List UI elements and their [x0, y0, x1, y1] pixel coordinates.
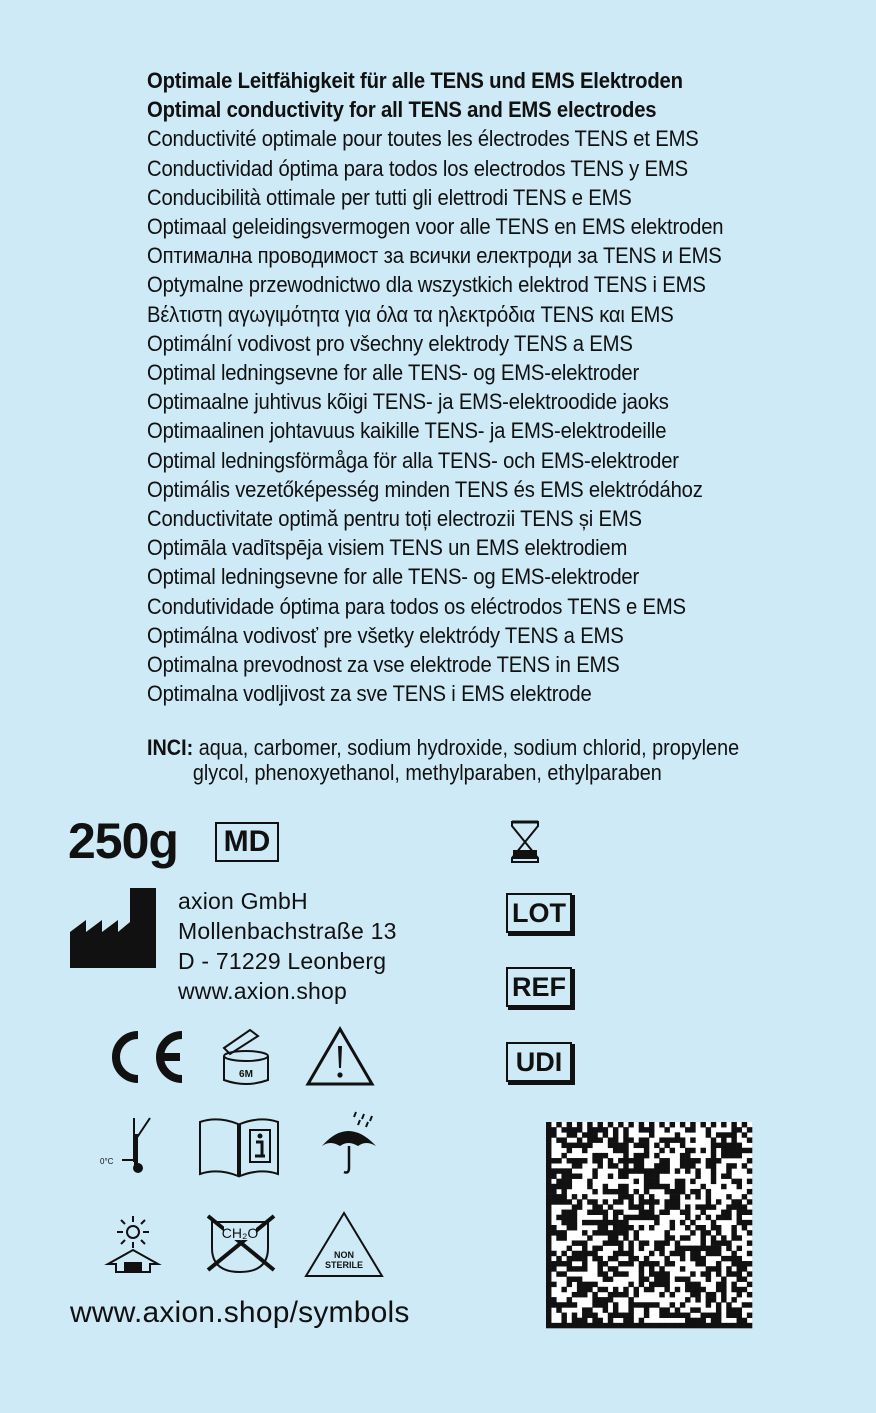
temp-label: 0°C: [100, 1157, 114, 1166]
claim-line: Conducibilità ottimale per tutti gli elettrodi TENS e EMS: [147, 184, 632, 210]
claim-line: Optimale Leitfähigkeit für alle TENS und EMS Elektroden: [147, 68, 683, 93]
claim-line: Condutividade óptima para todos os eléctrodos TENS e EMS: [147, 593, 686, 619]
keep-dry-icon: [320, 1110, 380, 1176]
ch2o-label: CH₂O: [221, 1225, 259, 1241]
claim-line: Conductividad óptima para todos los electrodos TENS y EMS: [147, 155, 688, 181]
claim-line: Conductivité optimale pour toutes les électrodes TENS et EMS: [147, 126, 699, 152]
inci-text-line2: glycol, phenoxyethanol, methylparaben, ethylparaben: [192, 760, 662, 785]
datamatrix-code: [546, 1122, 752, 1328]
manufacturer-website: www.axion.shop: [178, 978, 347, 1004]
sterile-label: STERILE: [324, 1260, 364, 1270]
manufacturer-city: D - 71229 Leonberg: [178, 948, 387, 974]
instructions-icon: [198, 1116, 280, 1178]
claim-line: Optimal ledningsförmåga för alla TENS- och EMS-elektroder: [147, 447, 679, 473]
claim-line: Optimalna prevodnost za vse elektrode TENS in EMS: [147, 652, 620, 678]
manufacturer-name: axion GmbH: [178, 888, 308, 914]
claim-line: Optimaalne juhtivus kõigi TENS- ja EMS-elektroodide jaoks: [147, 389, 669, 415]
claim-line: Optimálna vodivosť pre všetky elektródy TENS a EMS: [147, 622, 624, 648]
inci-text-line1: aqua, carbomer, sodium hydroxide, sodium chlorid, propylene: [193, 735, 740, 760]
claim-line: Optimal ledningsevne for alle TENS- og EMS-elektroder: [147, 564, 640, 590]
claim-line: Βέλτιστη αγωγιμότητα για όλα τα ηλεκτρόδια TENS και EMS: [147, 301, 674, 327]
claim-line: Optimális vezetőképesség minden TENS és EMS elektródához: [147, 476, 703, 502]
manufacturer-address: [178, 886, 397, 1006]
claim-line: Optimaalinen johtavuus kaikille TENS- ja EMS-elektrodeille: [147, 418, 667, 444]
pao-label: 6M: [239, 1069, 253, 1080]
claim-line: Optymalne przewodnictwo dla wszystkich elektrod TENS i EMS: [147, 272, 706, 298]
non-sterile-icon: [304, 1210, 384, 1278]
temperature-limit-icon: [98, 1116, 156, 1176]
udi-symbol: UDI: [506, 1042, 572, 1082]
non-label: NON: [334, 1250, 354, 1260]
warning-icon: [306, 1026, 374, 1086]
inci-ingredients: [147, 735, 837, 785]
no-formaldehyde-icon: [194, 1212, 286, 1276]
factory-icon: [70, 888, 156, 968]
lot-symbol: LOT: [506, 893, 572, 933]
claim-line: Optimální vodivost pro všechny elektrody TENS a EMS: [147, 330, 633, 356]
claim-line: Optimal ledningsevne for alle TENS- og EMS-elektroder: [147, 360, 640, 386]
hourglass-icon: [510, 820, 540, 864]
claim-line: Optimalna vodljivost za sve TENS i EMS elektrode: [147, 681, 592, 707]
claim-line: Optimaal geleidingsvermogen voor alle TENS en EMS elektroden: [147, 214, 724, 240]
keep-from-sunlight-icon: [100, 1214, 166, 1274]
ref-symbol: REF: [506, 967, 572, 1007]
medical-device-badge: MD: [215, 822, 279, 862]
claim-line: Optimal conductivity for all TENS and EMS electrodes: [147, 97, 657, 123]
ce-mark-icon: [100, 1028, 186, 1086]
claim-line: Conductivitate optimă pentru toți electrozii TENS și EMS: [147, 506, 642, 532]
open-jar-icon: [218, 1028, 274, 1086]
claim-line: Оптимална проводимост за всички електроди за TENS и EMS: [147, 243, 722, 269]
claim-line: Optimāla vadītspēja visiem TENS un EMS elektrodiem: [147, 535, 628, 561]
symbols-url: www.axion.shop/symbols: [70, 1296, 410, 1329]
manufacturer-street: Mollenbachstraße 13: [178, 918, 397, 944]
inci-label: INCI:: [147, 735, 194, 760]
net-weight: 250g: [68, 813, 178, 869]
multilingual-claims: [147, 66, 867, 708]
